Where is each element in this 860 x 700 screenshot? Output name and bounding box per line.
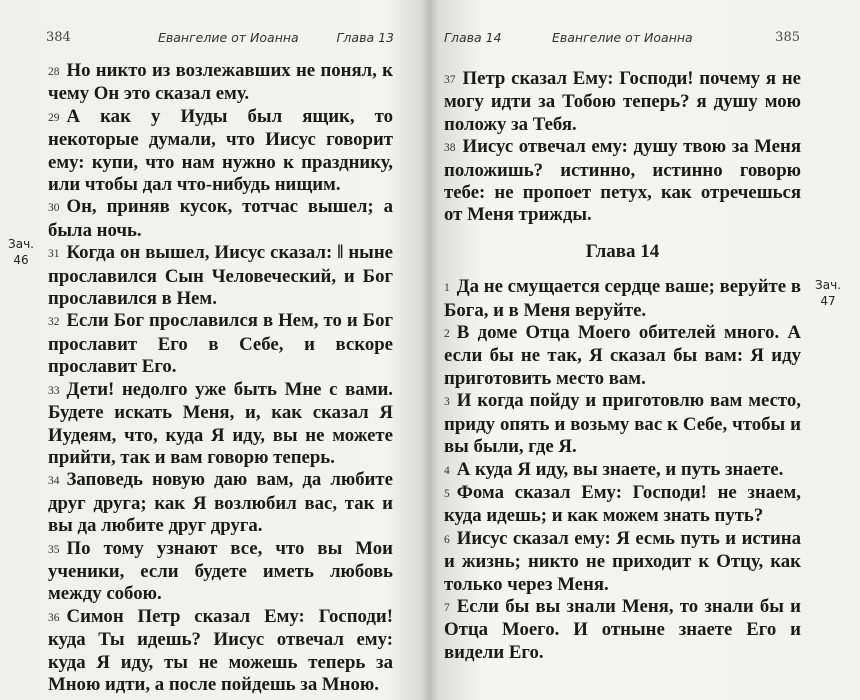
verse xyxy=(48,106,393,197)
verse xyxy=(444,276,801,322)
verse-number: 30 xyxy=(48,202,60,215)
running-title: Евангелие от Иоанна xyxy=(552,30,693,45)
verse-text: Симон Петр сказал Ему: Господи! куда Ты идешь? Иисус отвечал ему: куда Я иду, ты не можешь теперь за Мною идти, а после пойдешь за Мною. xyxy=(48,605,393,695)
reading-number-note xyxy=(811,277,845,309)
verse-number: 37 xyxy=(444,74,456,86)
running-chapter: Глава 13 xyxy=(336,30,394,45)
page-number: 384 xyxy=(46,30,71,45)
verse-text: Если бы вы знали Меня, то знали бы и Отца Моего. И отныне знаете Его и видели Его. xyxy=(444,595,801,663)
verse-text: А как у Иуды был ящик, то некоторые думали, что Иисус говорит ему: купи, что нам нужно к празднику, или чтобы дал что-нибудь нищим. xyxy=(48,105,393,196)
chapter-heading: Глава 14 xyxy=(585,240,660,262)
verse xyxy=(444,390,801,458)
verse xyxy=(48,538,393,606)
left-page xyxy=(0,0,425,700)
verse xyxy=(48,242,393,310)
verse-number: 31 xyxy=(48,248,60,261)
verse-text: Да не смущается сердце ваше; веруйте в Бога, и в Меня веруйте. xyxy=(444,276,801,321)
verse xyxy=(444,596,801,664)
left-page-header xyxy=(46,30,394,50)
verse-number: 32 xyxy=(48,316,60,329)
verse-text: Но никто из возлежавших не понял, к чему Он это сказал ему. xyxy=(48,60,393,105)
verse-text: Дети! недолго уже быть Мне с вами. Будете искать Меня, и, как сказал Я Иудеям, что, куда Я иду, вы не можете прийти, так и вам говорю теперь. xyxy=(48,378,393,468)
right-page-header xyxy=(444,30,800,50)
reading-number: 47 xyxy=(820,294,836,308)
reading-label: Зач. xyxy=(8,237,34,251)
right-page-text xyxy=(444,68,801,664)
verse-text: Когда он вышел, Иисус сказал: ‖ ныне прославился Сын Человеческий, и Бог прославился в Нем. xyxy=(48,242,393,310)
left-page-text xyxy=(48,60,393,696)
verse-number: 29 xyxy=(48,111,60,124)
verse xyxy=(444,459,801,482)
verse-text: Иисус сказал ему: Я есмь путь и истина и жизнь; никто не приходит к Отцу, как только через Меня. xyxy=(444,527,801,595)
verse-text: В доме Отца Моего обителей много. А если бы не так, Я сказал бы вам: Я иду приготовить место вам. xyxy=(444,322,801,389)
reading-number: 46 xyxy=(13,253,29,267)
verse-number: 28 xyxy=(48,66,60,78)
verse-text: Петр сказал Ему: Господи! почему я не могу идти за Тобою теперь? я душу мою положу за Тебя. xyxy=(444,68,801,135)
right-page xyxy=(430,0,860,700)
reading-label: Зач. xyxy=(815,278,841,292)
verse xyxy=(48,379,393,470)
verse-number: 3 xyxy=(444,396,450,409)
verse xyxy=(444,482,801,528)
verse xyxy=(444,322,801,390)
running-chapter: Глава 14 xyxy=(444,30,502,45)
verse-text: Иисус отвечал ему: душу твою за Меня положишь? истинно, истинно говорю тебе: не пропоет петух, как отречешься от Меня трижды. xyxy=(444,136,801,226)
verse-number: 5 xyxy=(444,487,450,500)
verse xyxy=(48,606,393,697)
page-number: 385 xyxy=(775,30,800,45)
verse-text: Фома сказал Ему: Господи! не знаем, куда идешь; и как можем знать путь? xyxy=(444,481,801,527)
verse-number: 33 xyxy=(48,384,60,397)
verse-number: 1 xyxy=(444,282,450,295)
verse-number: 38 xyxy=(444,142,456,155)
verse xyxy=(48,469,393,537)
verse xyxy=(444,136,801,227)
verse xyxy=(444,68,801,136)
verse-number: 36 xyxy=(48,611,60,624)
verse-text: Если Бог прославился в Нем, то и Бог прославит Его в Себе, и вскоре прославит Его. xyxy=(48,310,393,378)
verse-number: 6 xyxy=(444,533,450,546)
verse-text: По тому узнают все, что вы Мои ученики, если будете иметь любовь между собою. xyxy=(48,537,393,605)
reading-number-note xyxy=(6,236,36,268)
verse-text: Он, приняв кусок, тотчас вышел; а была ночь. xyxy=(48,196,393,241)
verse-text: И когда пойду и приготовлю вам место, приду опять и возьму вас к Себе, чтобы и вы были, где Я. xyxy=(444,390,801,458)
verse xyxy=(444,528,801,596)
running-title: Евангелие от Иоанна xyxy=(158,30,299,45)
verse xyxy=(48,60,393,106)
verse-number: 2 xyxy=(444,328,450,341)
verse-number: 35 xyxy=(48,543,60,556)
verse-number: 34 xyxy=(48,475,60,488)
verse-number: 7 xyxy=(444,601,450,614)
verse xyxy=(48,310,393,378)
verse-number: 4 xyxy=(444,464,450,477)
verse-text: Заповедь новую даю вам, да любите друг друга; как Я возлюбил вас, так и вы да любите друг друга. xyxy=(48,469,393,537)
verse-text: А куда Я иду, вы знаете, и путь знаете. xyxy=(456,458,784,480)
verse xyxy=(48,196,393,242)
